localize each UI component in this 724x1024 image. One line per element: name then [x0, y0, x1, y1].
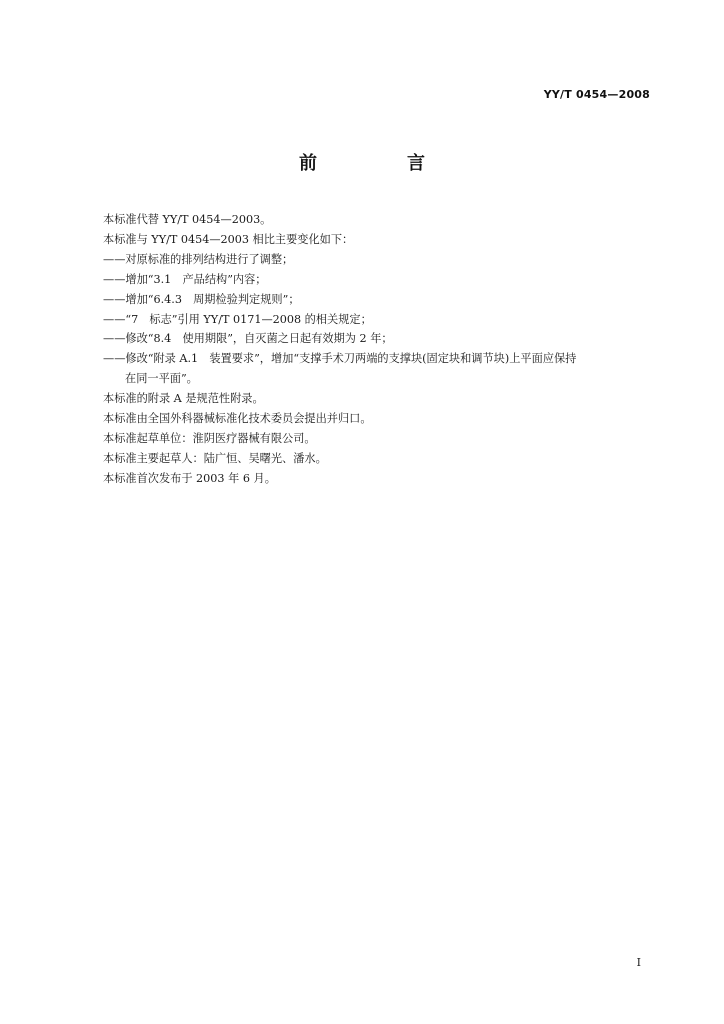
foreword-line-replaces: 本标准代替 YY/T 0454—2003。: [103, 213, 272, 226]
foreword-change-item: ——修改“8.4 使用期限”，自灭菌之日起有效期为 2 年；: [103, 332, 393, 346]
foreword-line-first-release: 本标准首次发布于 2003 年 6 月。: [103, 471, 276, 485]
foreword-line-proposer: 本标准由全国外科器械标准化技术委员会提出并归口。: [103, 412, 372, 426]
page-number: I: [636, 956, 641, 969]
foreword-line-changes-intro: 本标准与 YY/T 0454—2003 相比主要变化如下：: [103, 232, 354, 246]
foreword-change-item: ——增加“3.1 产品结构”内容；: [103, 272, 267, 286]
foreword-line-drafting-unit: 本标准起草单位：淮阴医疗器械有限公司。: [103, 431, 316, 445]
foreword-body: [103, 210, 663, 489]
foreword-change-item: ——对原标准的排列结构进行了调整；: [103, 252, 294, 266]
standard-code-header: YY/T 0454—2008: [543, 88, 650, 101]
foreword-change-item: ——修改“附录 A.1 装置要求”，增加“支撑手术刀两端的支撑块(固定块和调节块)上平面应保持: [103, 352, 577, 366]
foreword-change-item-continuation: 在同一平面”。: [125, 372, 198, 386]
foreword-line-drafters: 本标准主要起草人：陆广恒、吴曙光、潘水。: [103, 451, 327, 465]
page-title: 前 言: [299, 153, 461, 174]
foreword-change-item: ——“7 标志”引用 YY/T 0171—2008 的相关规定；: [103, 312, 372, 326]
foreword-line-annex: 本标准的附录 A 是规范性附录。: [103, 392, 264, 406]
foreword-change-item: ——增加“6.4.3 周期检验判定规则”；: [103, 292, 300, 306]
